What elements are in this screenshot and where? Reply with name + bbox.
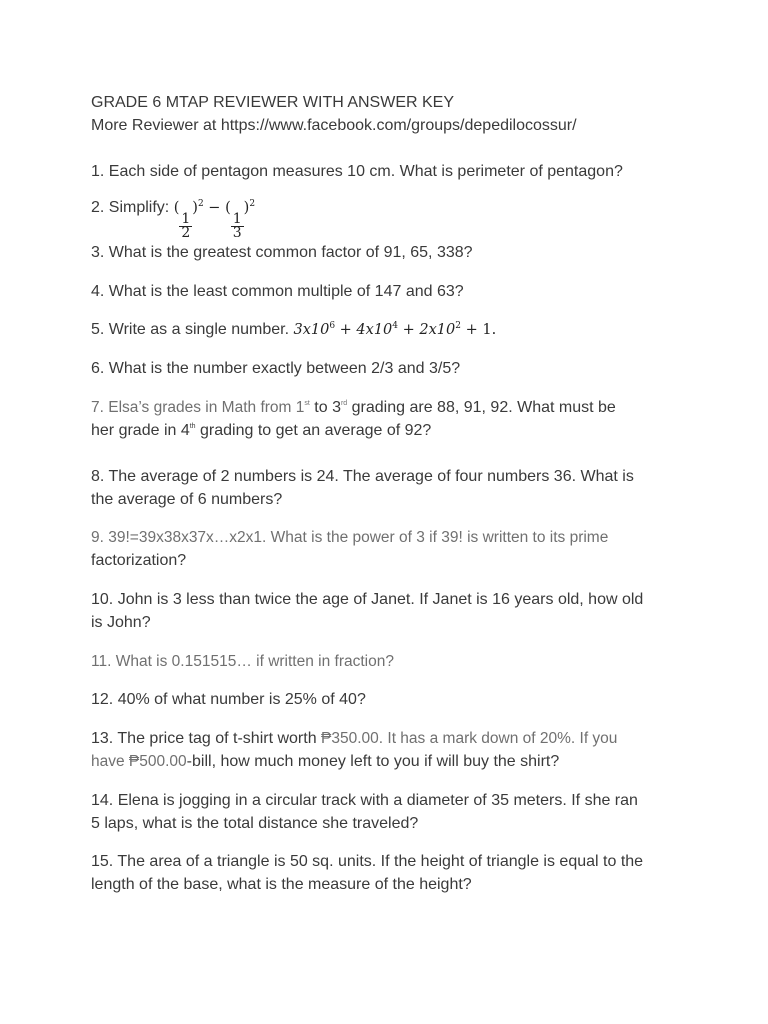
q5-exp-1: 6: [329, 321, 336, 331]
q2-f1-num: 1: [181, 211, 191, 227]
q13-part-d: ₱500.00: [128, 753, 187, 770]
reviewer-link-text: More Reviewer at https://www.facebook.com/groups/depedilocossur/: [91, 117, 577, 134]
question-1: 1. Each side of pentagon measures 10 cm. What is perimeter of pentagon?: [91, 163, 623, 180]
question-9-line-2: factorization?: [91, 552, 187, 569]
q5-prefix: 5. Write as a single number.: [91, 321, 294, 338]
q2-prefix: 2. Simplify:: [91, 199, 174, 216]
q7-part-c: grading are 88, 91, 92. What must be: [347, 399, 616, 416]
question-8-line-2: the average of 6 numbers?: [91, 491, 283, 508]
q2-paren-close-2: ): [243, 200, 250, 216]
q13-part-a: 13. The price tag of t-shirt worth: [91, 730, 322, 747]
question-13-line-1: [91, 727, 617, 750]
q7-part-e: grading to get an average of 92?: [195, 422, 432, 439]
question-10-line-2: is John?: [91, 614, 151, 631]
q7-ordinal-2: rd: [340, 400, 348, 407]
question-9-line-1: 9. 39!=39x38x37x…x2x1. What is the power of 3 if 39! is written to its prime: [91, 529, 609, 546]
question-6: 6. What is the number exactly between 2/3 and 3/5?: [91, 360, 461, 377]
question-15-line-2: length of the base, what is the measure of the height?: [91, 876, 472, 893]
q2-f1-den: 2: [181, 225, 191, 241]
question-12: 12. 40% of what number is 25% of 40?: [91, 691, 366, 708]
question-14-line-2: 5 laps, what is the total distance she traveled?: [91, 815, 419, 832]
q2-exponent-2: 2: [249, 199, 256, 209]
q7-part-a: 7. Elsa’s grades in Math from 1: [91, 399, 305, 416]
q7-ordinal-1: st: [304, 400, 310, 407]
q2-paren-open-2: (: [225, 200, 231, 216]
q7-ordinal-3: th: [189, 423, 196, 430]
q5-term-4: + 1.: [461, 322, 497, 338]
q5-term-3: + 2x10: [398, 322, 456, 338]
question-7-line-1: [91, 396, 616, 419]
q2-minus: −: [203, 200, 226, 216]
question-15-line-1: 15. The area of a triangle is 50 sq. units. If the height of triangle is equal to the: [91, 853, 644, 870]
q2-fraction-1: [179, 213, 192, 240]
q2-exponent-1: 2: [197, 199, 204, 209]
q5-exp-3: 2: [455, 321, 461, 331]
document-title: GRADE 6 MTAP REVIEWER WITH ANSWER KEY: [91, 94, 455, 111]
q5-term-1: 3x10: [293, 322, 330, 338]
question-11: 11. What is 0.151515… if written in fraction?: [91, 653, 394, 670]
q5-exp-2: 4: [392, 321, 399, 331]
question-10-line-1: 10. John is 3 less than twice the age of Janet. If Janet is 16 years old, how old: [91, 591, 644, 608]
question-4: 4. What is the least common multiple of 147 and 63?: [91, 283, 464, 300]
question-2: [91, 196, 255, 240]
q13-part-b: ₱350.00. It has a mark down of 20%. If you: [321, 730, 618, 747]
q7-part-d: her grade in 4: [91, 422, 190, 439]
question-5: [91, 318, 496, 342]
question-7-line-2: [91, 419, 431, 442]
q13-part-c: have: [91, 753, 129, 770]
q2-paren-close-1: ): [192, 200, 198, 216]
q2-fraction-2: [231, 213, 244, 240]
q2-f2-num: 1: [232, 211, 242, 227]
q13-part-e: -bill, how much money left to you if will buy the shirt?: [186, 753, 560, 770]
q2-f2-den: 3: [232, 225, 242, 241]
q7-part-b: to 3: [309, 399, 341, 416]
question-13-line-2: [91, 750, 559, 773]
question-3: 3. What is the greatest common factor of 91, 65, 338?: [91, 244, 473, 261]
q2-paren-open-1: (: [173, 200, 180, 216]
q5-term-2: + 4x10: [335, 322, 393, 338]
question-14-line-1: 14. Elena is jogging in a circular track with a diameter of 35 meters. If she ran: [91, 792, 638, 809]
question-8-line-1: 8. The average of 2 numbers is 24. The average of four numbers 36. What is: [91, 468, 634, 485]
